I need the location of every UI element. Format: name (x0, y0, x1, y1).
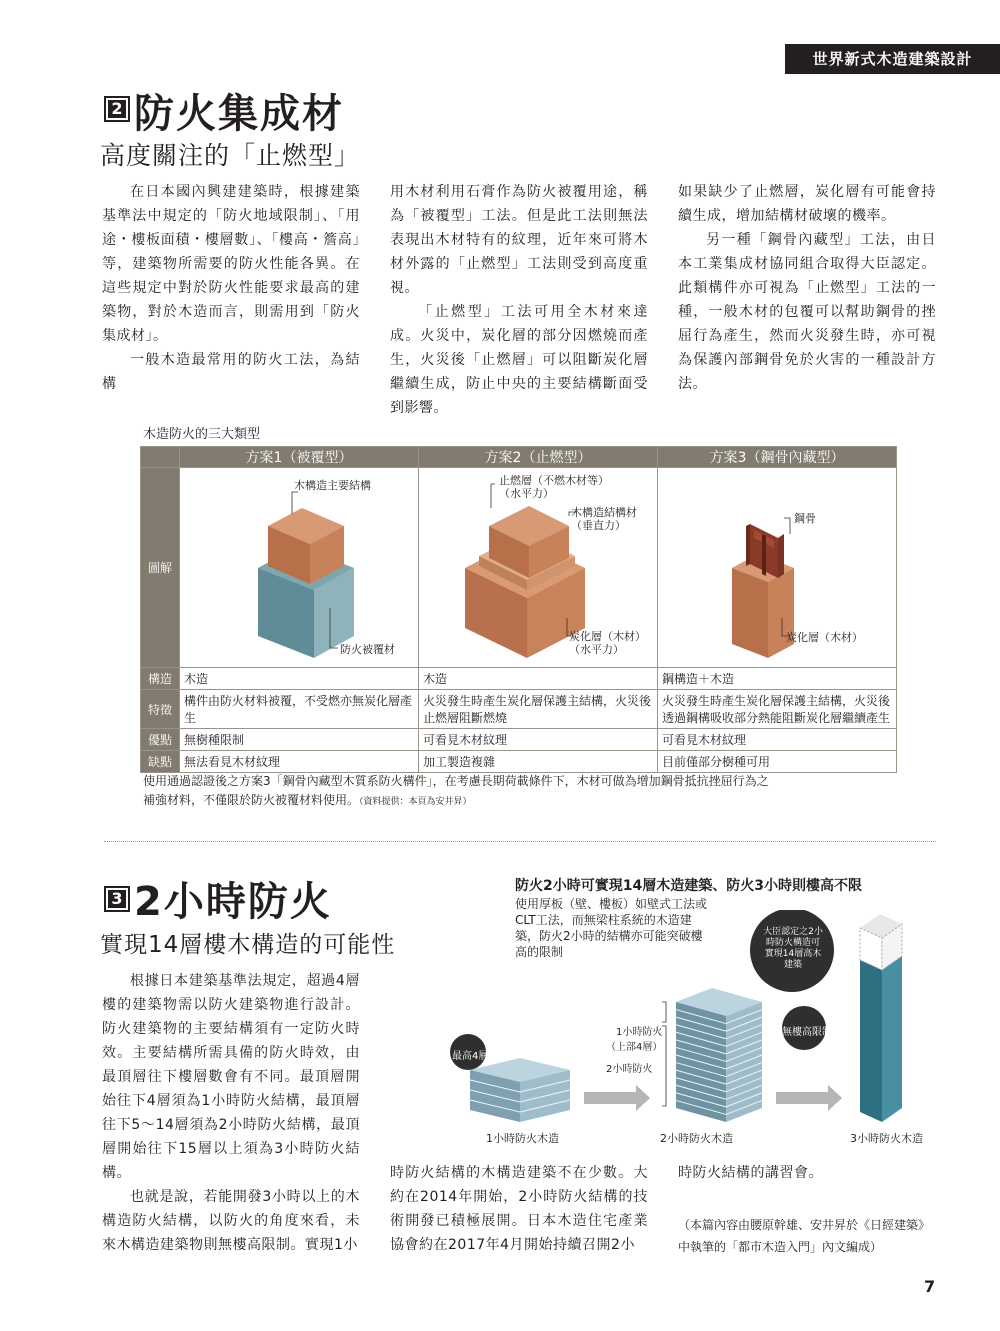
section-divider (104, 841, 936, 842)
table-cell: 火災發生時產生炭化層保護主結構，火災後透過鋼構吸收部分熱能阻斷炭化層繼續產生 (658, 690, 897, 729)
paragraph: 用木材利用石膏作為防火被覆用途，稱為「被覆型」工法。但是此工法則無法表現出木材特有的紋理，近年來可將木材外露的「止燃型」工法則受到高度重視。 (390, 184, 648, 296)
desc-line: 築，防火2小時的結構亦可能突破樓 (515, 929, 703, 943)
paragraph: 也就是說，若能開發3小時以上的木構造防火結構，以防火的角度來看，未來木構造建築物則無樓高限制。實現1小 (102, 1189, 360, 1253)
row-header: 構造 (141, 668, 180, 690)
section-subtitle: 實現14層樓木構造的可能性 (100, 932, 396, 958)
figure-title: 防火2小時可實現14層木造建築、防火3小時則樓高不限 (515, 878, 862, 894)
paragraph: 時防火結構的講習會。 (678, 1165, 823, 1181)
building-3-hour (860, 914, 902, 1122)
paragraph: 一般木造最常用的防火工法，為結構 (102, 352, 360, 392)
comparison-table (140, 446, 897, 773)
desc-line: 使用厚板（壁、樓板）如壁式工法或 (515, 897, 708, 911)
section-subtitle: 高度關注的「止燃型」 (100, 141, 361, 170)
section-number-badge: 2 (104, 96, 130, 122)
table-cell: 木造 (180, 668, 419, 690)
bubble-text: 大臣認定之2小 時防火構造可 實現14層高木 建築 (763, 927, 823, 970)
coated-column-diagram (180, 468, 418, 664)
body-column-1 (102, 180, 360, 396)
table-credit: （資料提供：本頁為安井昇） (359, 797, 472, 807)
column-header: 方案1（被覆型） (180, 447, 419, 468)
body-column-2 (390, 180, 648, 420)
diagram-label: 炭化層（木材） (569, 630, 646, 643)
arrow-icon (584, 1085, 650, 1111)
table-cell: 目前僅部分樹種可用 (658, 751, 897, 773)
row-header: 特徵 (141, 690, 180, 729)
body-column-3 (678, 1161, 936, 1185)
table-cell: 無法看見木材紋理 (180, 751, 419, 773)
magazine-section-tag: 世界新式木造建築設計 (785, 44, 1000, 74)
figure-caption: 1小時防火木造 (486, 1132, 559, 1145)
table-cell: 構件由防火材料被覆，不受燃亦無炭化層產生 (180, 690, 419, 729)
diagram-label: 木構造結構材 (571, 506, 637, 519)
row-header: 缺點 (141, 751, 180, 773)
bubble-text: 最高4層 (452, 1051, 489, 1062)
floor-label: 2小時防火 (606, 1064, 653, 1075)
page-number: 7 (924, 1277, 936, 1296)
paragraph: 在日本國內興建建築時，根據建築基準法中規定的「防火地域限制」、「用途・樓板面積・樓層數」、「樓高・簷高」等，建築物所需要的防火性能各異。在這些規定中對於防火性能要求最高的建築物，對於木造而言，則需用到「防火集成材」。 (102, 184, 360, 344)
table-cell: 木造 (419, 668, 658, 690)
diagram-plan2 (419, 468, 658, 668)
desc-line: 高的限制 (515, 945, 564, 959)
paragraph: 如果缺少了止燃層，炭化層有可能會持續生成，增加結構材破壞的機率。 (678, 184, 936, 224)
building-1-hour (470, 1058, 570, 1122)
figure-caption: 3小時防火木造 (850, 1132, 923, 1145)
diagram-plan1 (180, 468, 419, 668)
column-header: 方案2（止燃型） (419, 447, 658, 468)
diagram-label: （垂直力） (571, 519, 626, 532)
column-header: 方案3（鋼骨內藏型） (658, 447, 897, 468)
diagram-label: 木構造主要結構 (294, 479, 371, 492)
table-cell: 火災發生時產生炭化層保護主結構，火災後止燃層阻斷燃燒 (419, 690, 658, 729)
diagram-label: （水平力） (499, 487, 554, 500)
paragraph: 另一種「鋼骨內藏型」工法，由日本工業集成材協同組合取得大臣認定。此類構件亦可視為「止燃型」工法的一種，一般木材的包覆可以幫助鋼骨的挫屈行為產生，然而火災發生時，亦可視為保護內部鋼骨免於火害的一種設計方法。 (678, 232, 936, 392)
row-header: 優點 (141, 729, 180, 751)
table-cell: 加工製造複雜 (419, 751, 658, 773)
figure-caption: 2小時防火木造 (660, 1132, 733, 1145)
table-cell: 可看見木材紋理 (658, 729, 897, 751)
bubble-text: 無樓高限制 (782, 1027, 832, 1038)
section-title: 2小時防火 (134, 879, 332, 925)
desc-line: CLT工法，而無梁柱系統的木造建 (515, 913, 692, 927)
diagram-label: 止燃層（不燃木材等） (499, 474, 609, 487)
arrow-icon (776, 1085, 842, 1111)
table-cell: 可看見木材紋理 (419, 729, 658, 751)
diagram-plan3 (658, 468, 897, 668)
building-height-figure (440, 910, 940, 1130)
table-cell: 鋼構造＋木造 (658, 668, 897, 690)
diagram-label: 防火被覆材 (340, 643, 395, 656)
building-2-hour (676, 988, 762, 1122)
table-note (143, 772, 903, 812)
article-credit: （本篇內容由腰原幹雄、安井昇於《日經建築》中執筆的「都市木造入門」內文編成） (678, 1218, 931, 1254)
paragraph: 時防火結構的木構造建築不在少數。大約在2014年開始，2小時防火結構的技術開發已積極展開。日本木造住宅產業協會約在2017年4月開始持續召開2小 (390, 1165, 648, 1253)
table-caption: 木造防火的三大類型 (143, 427, 261, 442)
note-line: 補強材料，不僅限於防火被覆材料使用。（資料提供：本頁為安井昇） (143, 793, 472, 807)
body-column-1 (102, 969, 360, 1257)
row-header: 圖解 (141, 468, 180, 668)
body-column-3 (678, 180, 936, 396)
paragraph: 根據日本建築基準法規定，超過4層樓的建築物需以防火建築物進行設計。防火建築物的主要結構須有一定防火時效。主要結構所需具備的防火時效，由最頂層往下樓層數會有不同。最頂層開始往下4層須為1小時防火結構，最頂層往下5～14層須為2小時防火結構，最頂層開始往下15層以上須為3小時防火結構。 (102, 973, 360, 1181)
diagram-label: （水平力） (569, 643, 624, 656)
table-cell: 無樹種限制 (180, 729, 419, 751)
table-corner (141, 447, 180, 468)
note-line: 使用通過認證後之方案3「鋼骨內藏型木質系防火構件」，在考慮長期荷載條件下，木材可做為增加鋼骨抵抗挫屈行為之 (143, 774, 769, 788)
body-column-2 (390, 1161, 648, 1257)
diagram-label: 炭化層（木材） (786, 631, 863, 644)
diagram-label: 鋼骨 (794, 512, 816, 525)
section-number-badge: 3 (104, 886, 130, 912)
paragraph: 「止燃型」工法可用全木材來達成。火災中，炭化層的部分因燃燒而產生，火災後「止燃層」可以阻斷炭化層繼續生成，防止中央的主要結構斷面受到影響。 (390, 304, 648, 416)
section-title: 防火集成材 (134, 91, 344, 137)
floor-label: 1小時防火 （上部4層） (606, 1027, 663, 1053)
